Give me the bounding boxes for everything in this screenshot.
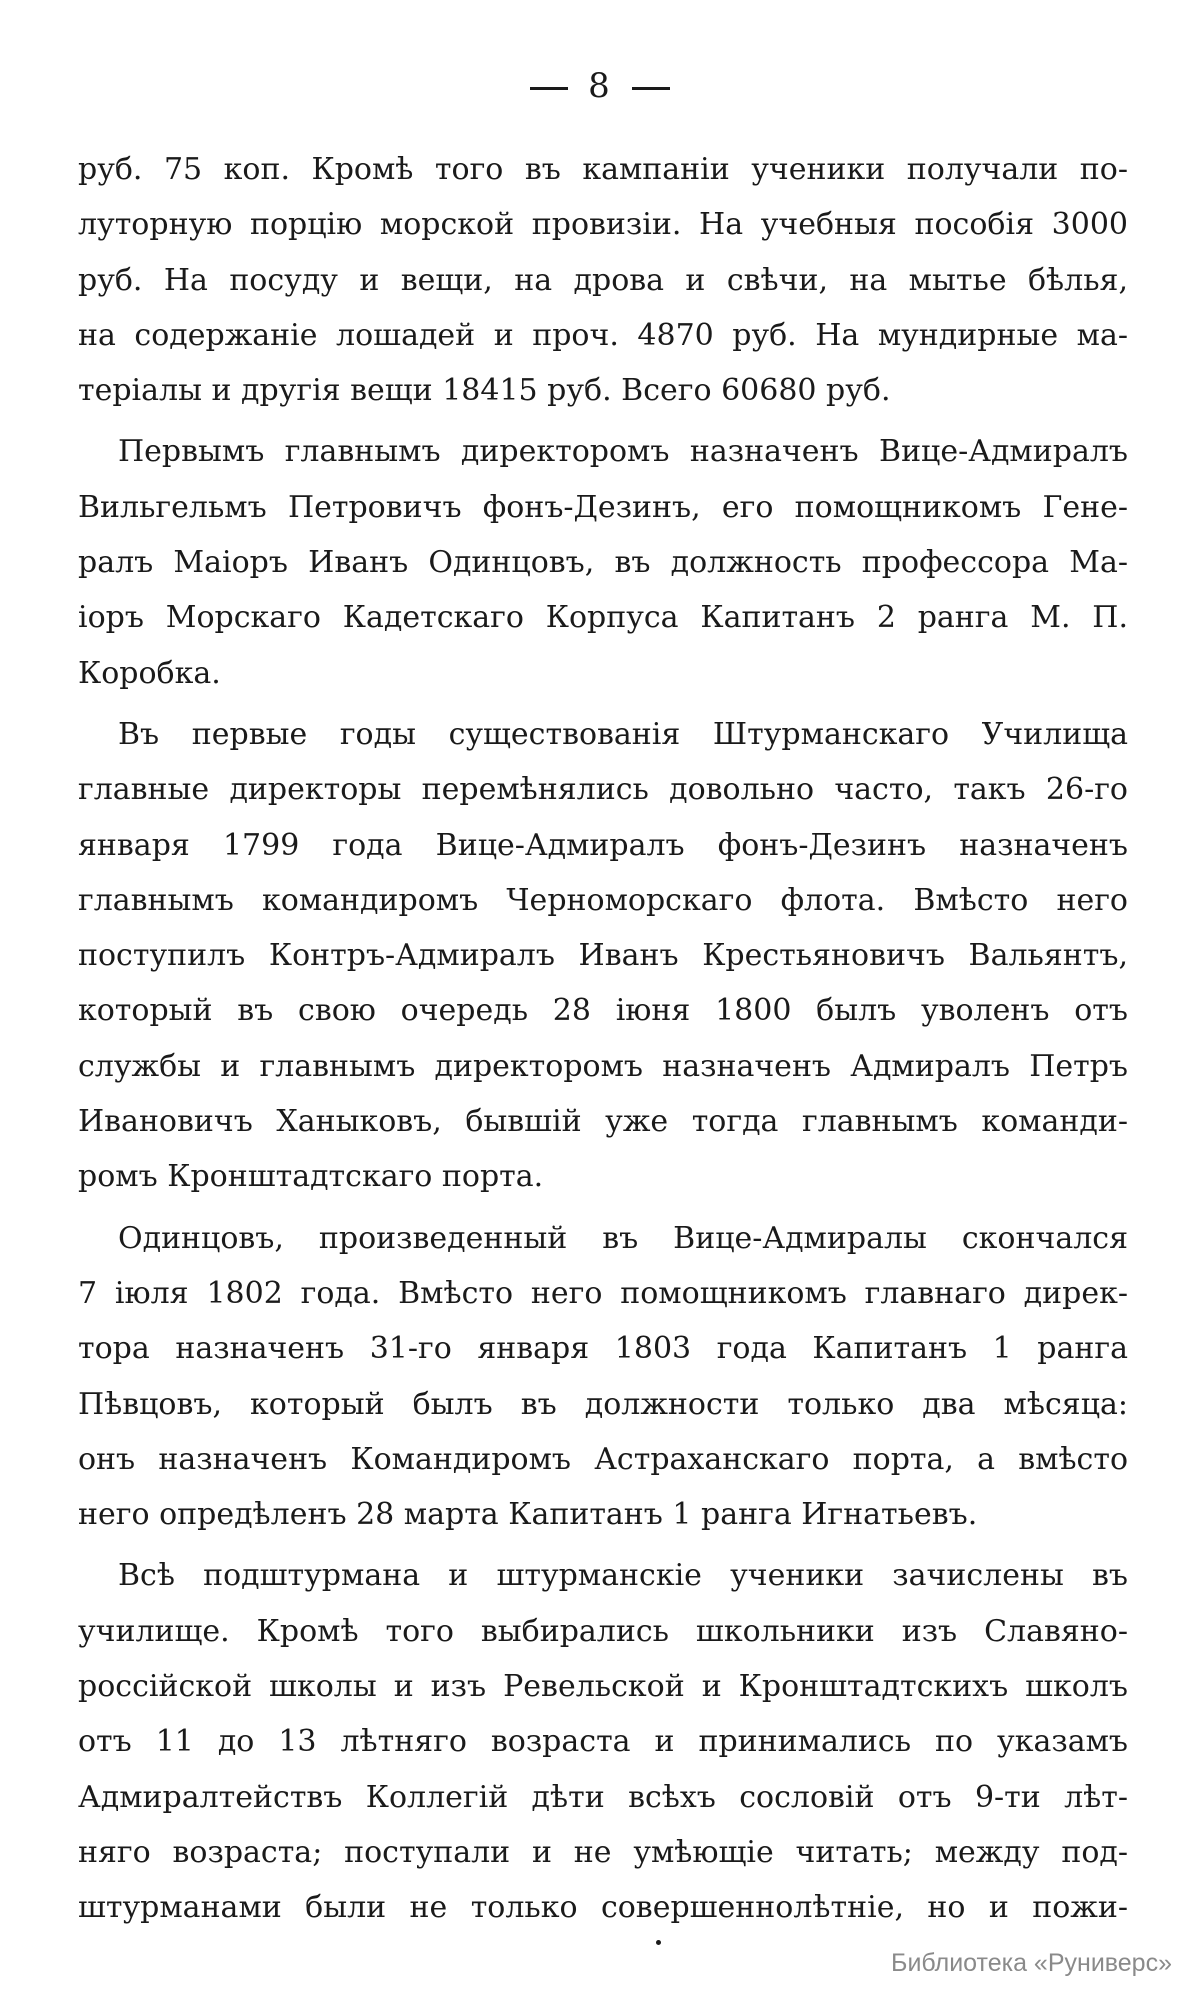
text-line: января 1799 года Вице-Адмиралъ фонъ-Дезинъ назначенъ — [78, 827, 1128, 863]
text-line: главные директоры перемѣнялись довольно часто, такъ 26-го — [78, 772, 1128, 808]
paragraph — [78, 142, 1128, 418]
text-line: училище. Кромѣ того выбирались школьники изъ Славяно- — [78, 1613, 1128, 1649]
text-line: него опредѣленъ 28 марта Капитанъ 1 ранга Игнатьевъ. — [78, 1497, 978, 1533]
text-line: отъ 11 до 13 лѣтняго возраста и принимались по указамъ — [78, 1724, 1128, 1760]
page-text — [78, 142, 1128, 1936]
text-line: который въ свою очередь 28 іюня 1800 былъ уволенъ отъ — [78, 993, 1128, 1029]
text-line: главнымъ командиромъ Черноморскаго флота. Вмѣсто него — [78, 882, 1128, 918]
text-line: службы и главнымъ директоромъ назначенъ Адмиралъ Петръ — [78, 1048, 1128, 1084]
text-line: ралъ Маіоръ Иванъ Одинцовъ, въ должность профессора Ма- — [78, 545, 1128, 581]
text-line: Всѣ подштурмана и штурманскіе ученики зачислены въ — [118, 1558, 1128, 1594]
paragraph — [78, 1211, 1128, 1543]
text-line: поступилъ Контръ-Адмиралъ Иванъ Крестьяновичъ Вальянтъ, — [78, 938, 1128, 974]
text-line: тора назначенъ 31-го января 1803 года Капитанъ 1 ранга — [78, 1331, 1128, 1367]
text-line: Первымъ главнымъ директоромъ назначенъ Вице-Адмиралъ — [118, 434, 1128, 470]
text-line: ромъ Кронштадтскаго порта. — [78, 1159, 544, 1195]
left-dash — [530, 87, 568, 90]
paragraph — [78, 1548, 1128, 1935]
print-speck — [656, 1940, 661, 1945]
text-line: теріалы и другія вещи 18415 руб. Всего 60680 руб. — [78, 373, 891, 409]
page-number-header — [0, 66, 1200, 106]
text-line: штурманами были не только совершеннолѣтніе, но и пожи- — [78, 1890, 1128, 1926]
text-line: Вильгельмъ Петровичъ фонъ-Дезинъ, его помощникомъ Гене- — [78, 489, 1128, 525]
text-line: Ивановичъ Ханыковъ, бывшій уже тогда главнымъ команди- — [78, 1104, 1128, 1140]
text-line: руб. 75 коп. Кромѣ того въ кампаніи ученики получали по- — [78, 152, 1128, 187]
text-line: Коробка. — [78, 655, 221, 691]
text-line: руб. На посуду и вещи, на дрова и свѣчи, на мытье бѣлья, — [78, 262, 1128, 298]
paragraph — [78, 424, 1128, 700]
text-line: россійской школы и изъ Ревельской и Кронштадтскихъ школъ — [78, 1669, 1128, 1705]
paragraph — [78, 707, 1128, 1205]
text-line: Одинцовъ, произведенный въ Вице-Адмиралы скончался — [118, 1220, 1128, 1256]
text-line: Адмиралтействъ Коллегій дѣти всѣхъ сословій отъ 9-ти лѣт- — [78, 1779, 1128, 1815]
text-line: луторную порцію морской провизіи. На учебныя пособія 3000 — [78, 207, 1128, 243]
text-line: няго возраста; поступали и не умѣющіе читать; между под- — [78, 1834, 1128, 1870]
text-line: на содержаніе лошадей и проч. 4870 руб. На мундирные ма- — [78, 317, 1128, 353]
text-line: Въ первые годы существованія Штурманскаго Училища — [118, 716, 1128, 752]
text-line: іоръ Морскаго Кадетскаго Корпуса Капитанъ 2 ранга М. П. — [78, 600, 1128, 636]
page-number: 8 — [588, 66, 612, 106]
text-line: 7 іюля 1802 года. Вмѣсто него помощникомъ главнаго дирек- — [78, 1275, 1128, 1311]
library-watermark: Библиотека «Руниверс» — [891, 1949, 1172, 1977]
text-line: онъ назначенъ Командиромъ Астраханскаго порта, а вмѣсто — [78, 1441, 1128, 1477]
text-line: Пѣвцовъ, который былъ въ должности только два мѣсяца: — [78, 1386, 1128, 1422]
right-dash — [632, 87, 670, 90]
